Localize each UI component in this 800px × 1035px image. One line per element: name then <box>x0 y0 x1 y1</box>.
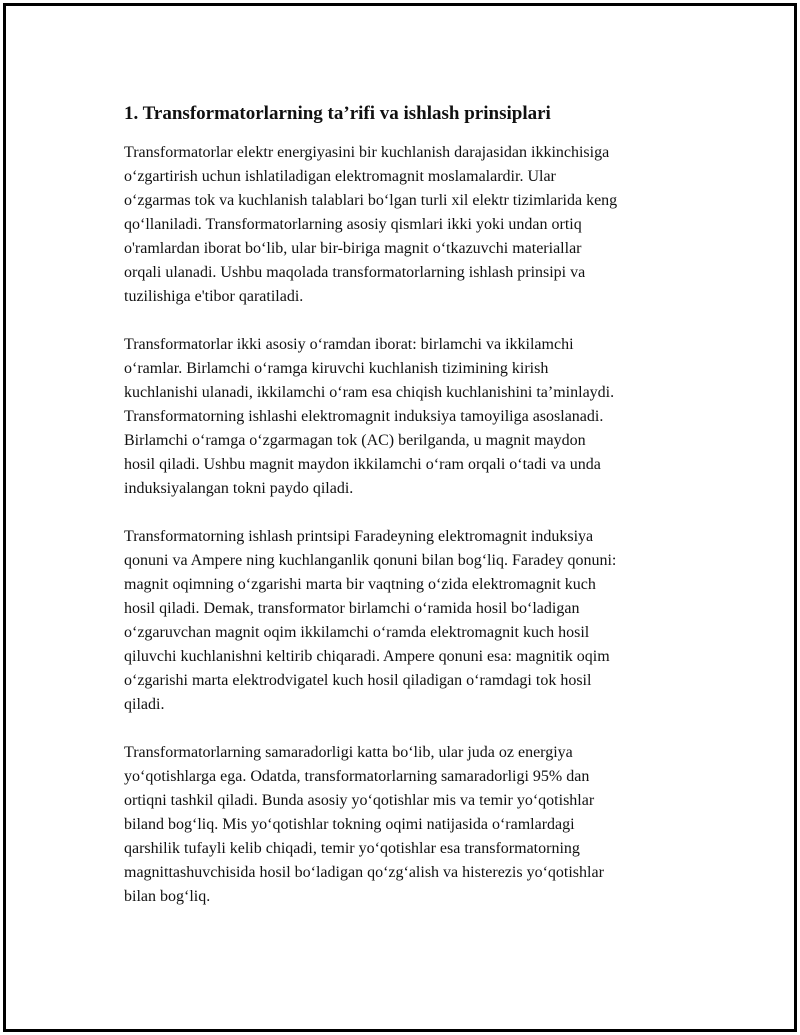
section-heading: 1. Transformatorlarning ta’rifi va ishlash prinsiplari <box>124 103 551 124</box>
paragraph-line: qarshilik tufayli kelib chiqadi, temir yo‘qotishlar esa transformatorning <box>124 840 580 857</box>
paragraph-line: Transformatorlar elektr energiyasini bir kuchlanish darajasidan ikkinchisiga <box>124 144 610 161</box>
paragraph-line: Transformatorlarning samaradorligi katta bo‘lib, ular juda oz energiya <box>124 744 573 761</box>
paragraph-4 <box>124 741 704 909</box>
paragraph-line: hosil qiladi. Demak, transformator birlamchi o‘ramida hosil bo‘ladigan <box>124 600 580 617</box>
page-frame <box>3 3 797 1032</box>
paragraph-line: yo‘qotishlarga ega. Odatda, transformatorlarning samaradorligi 95% dan <box>124 768 590 785</box>
paragraph-3 <box>124 525 704 717</box>
paragraph-line: Transformatorning ishlash printsipi Faradeyning elektromagnit induksiya <box>124 528 594 545</box>
paragraph-line: o'ramlardan iborat bo‘lib, ular bir-biriga magnit o‘tkazuvchi materiallar <box>124 240 582 257</box>
paragraph-1 <box>124 141 704 309</box>
paragraph-line: qiladi. <box>124 696 165 713</box>
paragraph-line: magnit oqimning o‘zgarishi marta bir vaqtning o‘zida elektromagnit kuch <box>124 576 596 593</box>
paragraph-line: o‘ramlar. Birlamchi o‘ramga kiruvchi kuchlanish tizimining kirish <box>124 360 549 377</box>
paragraph-line: o‘zgarmas tok va kuchlanish talablari bo‘lgan turli xil elektr tizimlarida keng <box>124 192 618 209</box>
paragraph-line: hosil qiladi. Ushbu magnit maydon ikkilamchi o‘ram orqali o‘tadi va unda <box>124 456 601 473</box>
paragraph-line: qiluvchi kuchlanishni keltirib chiqaradi. Ampere qonuni esa: magnitik oqim <box>124 648 610 665</box>
paragraph-line: bilan bog‘liq. <box>124 888 211 905</box>
paragraph-line: biland bog‘liq. Mis yo‘qotishlar tokning oqimi natijasida o‘ramlardagi <box>124 816 575 833</box>
paragraph-line: o‘zgartirish uchun ishlatiladigan elektromagnit moslamalardir. Ular <box>124 168 556 185</box>
paragraph-line: Transformatorlar ikki asosiy o‘ramdan iborat: birlamchi va ikkilamchi <box>124 336 574 353</box>
paragraph-line: orqali ulanadi. Ushbu maqolada transformatorlarning ishlash prinsipi va <box>124 264 586 281</box>
paragraph-line: magnittashuvchisida hosil bo‘ladigan qo‘zg‘alish va histerezis yo‘qotishlar <box>124 864 604 881</box>
paragraph-line: kuchlanishi ulanadi, ikkilamchi o‘ram esa chiqish kuchlanishini ta’minlaydi. <box>124 384 615 401</box>
paragraph-line: o‘zgaruvchan magnit oqim ikkilamchi o‘ramda elektromagnit kuch hosil <box>124 624 590 641</box>
paragraph-line: induksiyalangan tokni paydo qiladi. <box>124 480 354 497</box>
paragraph-line: tuzilishiga e'tibor qaratiladi. <box>124 288 304 305</box>
paragraph-line: qo‘llaniladi. Transformatorlarning asosiy qismlari ikki yoki undan ortiq <box>124 216 582 233</box>
paragraph-line: o‘zgarishi marta elektrodvigatel kuch hosil qiladigan o‘ramdagi tok hosil <box>124 672 592 689</box>
paragraph-line: Birlamchi o‘ramga o‘zgarmagan tok (AC) berilganda, u magnit maydon <box>124 432 586 449</box>
paragraph-line: qonuni va Ampere ning kuchlanganlik qonuni bilan bog‘liq. Faradey qonuni: <box>124 552 617 569</box>
paragraph-2 <box>124 333 704 501</box>
paragraph-line: Transformatorning ishlashi elektromagnit induksiya tamoyiliga asoslanadi. <box>124 408 604 425</box>
document-body <box>124 101 704 933</box>
paragraph-line: ortiqni tashkil qiladi. Bunda asosiy yo‘qotishlar mis va temir yo‘qotishlar <box>124 792 595 809</box>
